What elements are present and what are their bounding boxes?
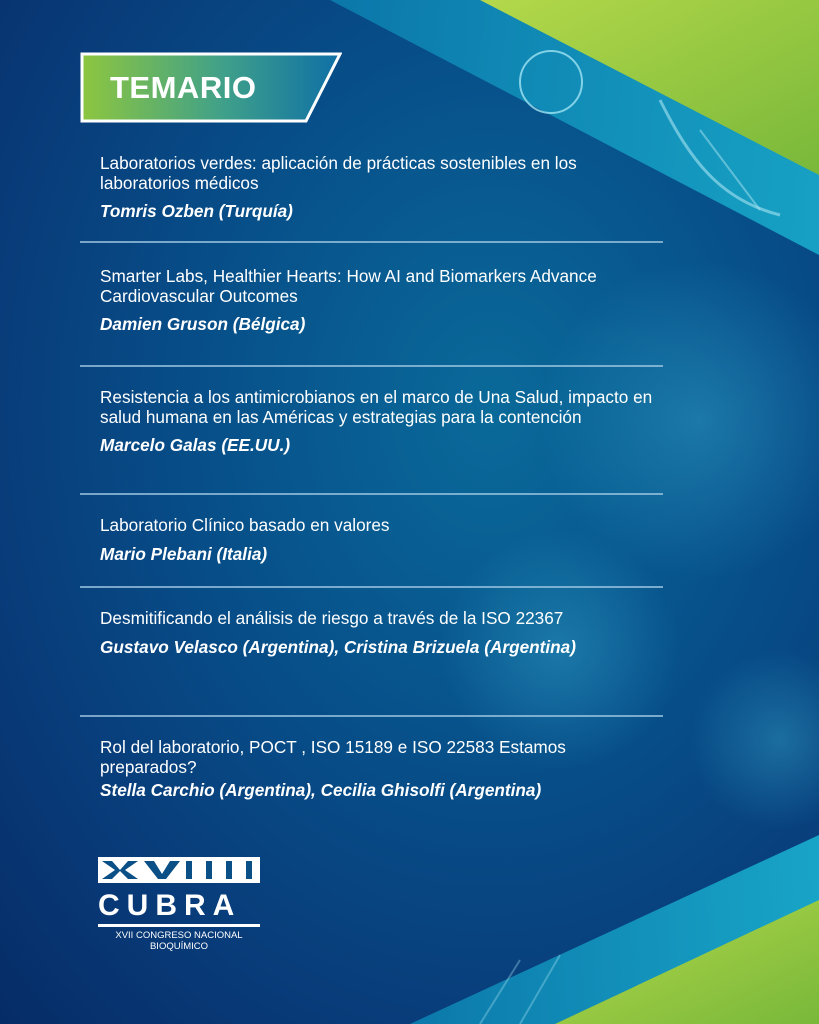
- topic-speaker: Marcelo Galas (EE.UU.): [100, 435, 291, 455]
- topic-speaker: Mario Plebani (Italia): [100, 543, 268, 564]
- logo-subtitle-2: BIOQUÍMICO: [149, 941, 209, 952]
- topic-title: Laboratorio Clínico basado en valores: [100, 515, 390, 535]
- topic-title: Desmitificando el análisis de riesgo a través de la ISO 22367: [100, 608, 564, 628]
- topic-item: [80, 495, 663, 586]
- header-badge: [80, 52, 342, 123]
- topic-item: [80, 140, 663, 241]
- cubra-logo: [98, 857, 260, 952]
- topic-title: Laboratorios verdes: aplicación de prácticas sostenibles en los laboratorios médicos: [100, 153, 577, 193]
- topic-title: Resistencia a los antimicrobianos en el marco de Una Salud, impacto en salud humana en las Américas y estrategias para la contención: [100, 387, 653, 427]
- topic-item: [80, 588, 663, 715]
- logo-rule: [98, 924, 260, 927]
- topic-speaker: Stella Carchio (Argentina), Cecilia Ghisolfi (Argentina): [100, 780, 542, 800]
- topic-speaker: Damien Gruson (Bélgica): [100, 314, 306, 334]
- topic-title: Rol del laboratorio, POCT , ISO 15189 e ISO 22583 Estamos preparados?: [100, 737, 566, 777]
- topic-speaker: Gustavo Velasco (Argentina), Cristina Brizuela (Argentina): [100, 636, 576, 657]
- topic-speaker: Tomris Ozben (Turquía): [100, 201, 293, 221]
- topic-title: Smarter Labs, Healthier Hearts: How AI and Biomarkers Advance Cardiovascular Outcomes: [100, 266, 597, 306]
- logo-name: CUBRA: [98, 889, 242, 922]
- topic-item: [80, 717, 663, 801]
- topics-list: [80, 140, 663, 801]
- page-title: TEMARIO: [110, 70, 257, 105]
- logo-subtitle-1: XVII CONGRESO NACIONAL: [115, 930, 243, 941]
- topic-item: [80, 243, 663, 365]
- topic-item: [80, 367, 663, 493]
- roman-numeral-logo-mark: [98, 857, 260, 883]
